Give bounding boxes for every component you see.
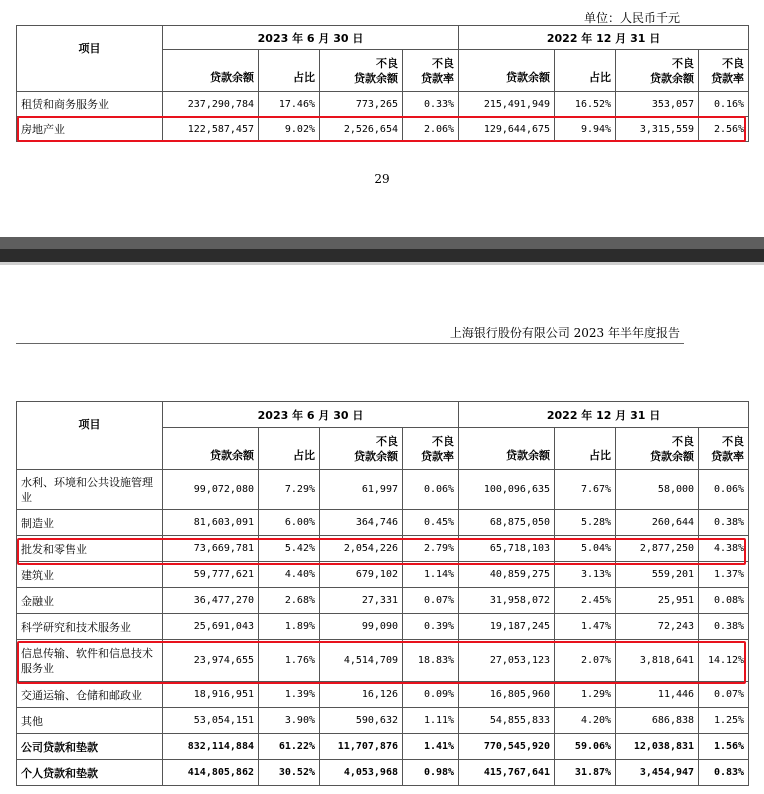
cell: 11,446 — [616, 682, 699, 708]
cell: 0.07% — [403, 588, 459, 614]
cell: 61,997 — [320, 470, 403, 510]
table-row — [17, 92, 749, 117]
cell: 1.14% — [403, 562, 459, 588]
report-header: 上海银行股份有限公司 2023 年半年度报告 — [449, 326, 680, 340]
cell: 11,707,876 — [320, 734, 403, 760]
cell: 0.38% — [699, 510, 749, 536]
cell: 9.94% — [555, 117, 616, 142]
cell: 3,315,559 — [616, 117, 699, 142]
cell: 0.98% — [403, 760, 459, 786]
cell: 0.08% — [699, 588, 749, 614]
cell: 832,114,884 — [163, 734, 259, 760]
cell: 590,632 — [320, 708, 403, 734]
cell: 0.16% — [699, 92, 749, 117]
page-gap — [0, 249, 764, 262]
cell: 27,331 — [320, 588, 403, 614]
cell: 773,265 — [320, 92, 403, 117]
col-npl-balance: 不良 贷款余额 — [320, 50, 403, 92]
cell: 1.25% — [699, 708, 749, 734]
unit-label: 单位：人民币千元 — [583, 11, 680, 25]
cell: 81,603,091 — [163, 510, 259, 536]
cell: 0.45% — [403, 510, 459, 536]
cell: 16,805,960 — [459, 682, 555, 708]
cell: 0.33% — [403, 92, 459, 117]
cell: 559,201 — [616, 562, 699, 588]
cell: 1.89% — [259, 614, 320, 640]
row-name: 其他 — [17, 708, 163, 734]
col-npl-rate: 不良 贷款率 — [699, 50, 749, 92]
cell: 0.09% — [403, 682, 459, 708]
cell: 1.47% — [555, 614, 616, 640]
cell: 3,818,641 — [616, 640, 699, 682]
cell: 0.39% — [403, 614, 459, 640]
cell: 215,491,949 — [459, 92, 555, 117]
col-share: 占比 — [555, 50, 616, 92]
cell: 36,477,270 — [163, 588, 259, 614]
cell: 23,974,655 — [163, 640, 259, 682]
row-name: 个人贷款和垫款 — [17, 760, 163, 786]
row-name: 金融业 — [17, 588, 163, 614]
cell: 61.22% — [259, 734, 320, 760]
cell: 53,054,151 — [163, 708, 259, 734]
cell: 3.13% — [555, 562, 616, 588]
cell: 4.40% — [259, 562, 320, 588]
col-share: 占比 — [259, 50, 320, 92]
cell: 1.39% — [259, 682, 320, 708]
table-row — [17, 682, 749, 708]
cell: 30.52% — [259, 760, 320, 786]
cell: 68,875,050 — [459, 510, 555, 536]
loan-table-bottom — [16, 401, 749, 786]
cell: 0.38% — [699, 614, 749, 640]
cell: 16,126 — [320, 682, 403, 708]
cell: 27,053,123 — [459, 640, 555, 682]
period-2023-header: 2023 年 6 月 30 日 — [163, 402, 459, 428]
cell: 5.28% — [555, 510, 616, 536]
col-npl-balance: 不良 贷款余额 — [616, 50, 699, 92]
col-loan-balance: 贷款余额 — [459, 50, 555, 92]
cell: 65,718,103 — [459, 536, 555, 562]
page-number: 29 — [374, 172, 390, 186]
highlight-wholesale-retail-row — [17, 538, 746, 565]
cell: 18.83% — [403, 640, 459, 682]
cell: 237,290,784 — [163, 92, 259, 117]
col-npl-rate: 不良 贷款率 — [699, 428, 749, 470]
cell: 7.67% — [555, 470, 616, 510]
cell: 31.87% — [555, 760, 616, 786]
row-name: 公司贷款和垫款 — [17, 734, 163, 760]
cell: 2.79% — [403, 536, 459, 562]
cell: 59,777,621 — [163, 562, 259, 588]
row-name: 租赁和商务服务业 — [17, 92, 163, 117]
row-name: 制造业 — [17, 510, 163, 536]
table-row-total — [17, 760, 749, 786]
page-gap — [0, 262, 764, 265]
row-name: 建筑业 — [17, 562, 163, 588]
col-loan-balance: 贷款余额 — [163, 428, 259, 470]
table-row — [17, 470, 749, 510]
cell: 2.45% — [555, 588, 616, 614]
col-npl-rate: 不良 贷款率 — [403, 50, 459, 92]
row-name: 信息传输、软件和信息技术服务业 — [17, 640, 163, 682]
cell: 25,951 — [616, 588, 699, 614]
row-name: 水利、环境和公共设施管理业 — [17, 470, 163, 510]
row-name: 批发和零售业 — [17, 536, 163, 562]
row-name: 科学研究和技术服务业 — [17, 614, 163, 640]
cell: 3.90% — [259, 708, 320, 734]
cell: 4,053,968 — [320, 760, 403, 786]
cell: 9.02% — [259, 117, 320, 142]
cell: 100,096,635 — [459, 470, 555, 510]
header-item-label: 项目 — [17, 26, 163, 92]
cell: 1.11% — [403, 708, 459, 734]
cell: 122,587,457 — [163, 117, 259, 142]
cell: 679,102 — [320, 562, 403, 588]
cell: 99,072,080 — [163, 470, 259, 510]
cell: 5.04% — [555, 536, 616, 562]
cell: 353,057 — [616, 92, 699, 117]
cell: 16.52% — [555, 92, 616, 117]
cell: 99,090 — [320, 614, 403, 640]
col-npl-rate: 不良 贷款率 — [403, 428, 459, 470]
cell: 2.06% — [403, 117, 459, 142]
cell: 59.06% — [555, 734, 616, 760]
cell: 686,838 — [616, 708, 699, 734]
cell: 40,859,275 — [459, 562, 555, 588]
period-2023-header: 2023 年 6 月 30 日 — [163, 26, 459, 50]
cell: 260,644 — [616, 510, 699, 536]
highlight-it-services-row — [17, 641, 746, 684]
cell: 17.46% — [259, 92, 320, 117]
page-gap — [0, 237, 764, 249]
col-share: 占比 — [259, 428, 320, 470]
cell: 0.06% — [403, 470, 459, 510]
period-2022-header: 2022 年 12 月 31 日 — [459, 402, 749, 428]
cell: 770,545,920 — [459, 734, 555, 760]
cell: 7.29% — [259, 470, 320, 510]
cell: 2,526,654 — [320, 117, 403, 142]
cell: 5.42% — [259, 536, 320, 562]
header-rule — [16, 343, 684, 344]
cell: 1.76% — [259, 640, 320, 682]
cell: 3,454,947 — [616, 760, 699, 786]
col-share: 占比 — [555, 428, 616, 470]
cell: 72,243 — [616, 614, 699, 640]
cell: 19,187,245 — [459, 614, 555, 640]
cell: 1.37% — [699, 562, 749, 588]
cell: 364,746 — [320, 510, 403, 536]
cell: 18,916,951 — [163, 682, 259, 708]
cell: 4,514,709 — [320, 640, 403, 682]
cell: 2,054,226 — [320, 536, 403, 562]
col-loan-balance: 贷款余额 — [163, 50, 259, 92]
col-loan-balance: 贷款余额 — [459, 428, 555, 470]
cell: 0.83% — [699, 760, 749, 786]
cell: 14.12% — [699, 640, 749, 682]
col-npl-balance: 不良 贷款余额 — [616, 428, 699, 470]
cell: 73,669,781 — [163, 536, 259, 562]
cell: 415,767,641 — [459, 760, 555, 786]
cell: 2.07% — [555, 640, 616, 682]
col-npl-balance: 不良 贷款余额 — [320, 428, 403, 470]
cell: 0.06% — [699, 470, 749, 510]
cell: 2.68% — [259, 588, 320, 614]
table-row — [17, 588, 749, 614]
period-2022-header: 2022 年 12 月 31 日 — [459, 26, 749, 50]
cell: 1.29% — [555, 682, 616, 708]
cell: 12,038,831 — [616, 734, 699, 760]
cell: 25,691,043 — [163, 614, 259, 640]
table-row — [17, 708, 749, 734]
table-row-total — [17, 734, 749, 760]
table-row — [17, 562, 749, 588]
cell: 4.38% — [699, 536, 749, 562]
cell: 2,877,250 — [616, 536, 699, 562]
highlight-real-estate-row — [17, 116, 746, 142]
row-name: 房地产业 — [17, 117, 163, 142]
row-name: 交通运输、仓储和邮政业 — [17, 682, 163, 708]
cell: 414,805,862 — [163, 760, 259, 786]
cell: 0.07% — [699, 682, 749, 708]
cell: 31,958,072 — [459, 588, 555, 614]
cell: 1.41% — [403, 734, 459, 760]
cell: 2.56% — [699, 117, 749, 142]
header-item-label: 项目 — [17, 402, 163, 470]
table-row — [17, 510, 749, 536]
cell: 4.20% — [555, 708, 616, 734]
cell: 58,000 — [616, 470, 699, 510]
cell: 54,855,833 — [459, 708, 555, 734]
table-row — [17, 614, 749, 640]
cell: 1.56% — [699, 734, 749, 760]
cell: 129,644,675 — [459, 117, 555, 142]
cell: 6.00% — [259, 510, 320, 536]
